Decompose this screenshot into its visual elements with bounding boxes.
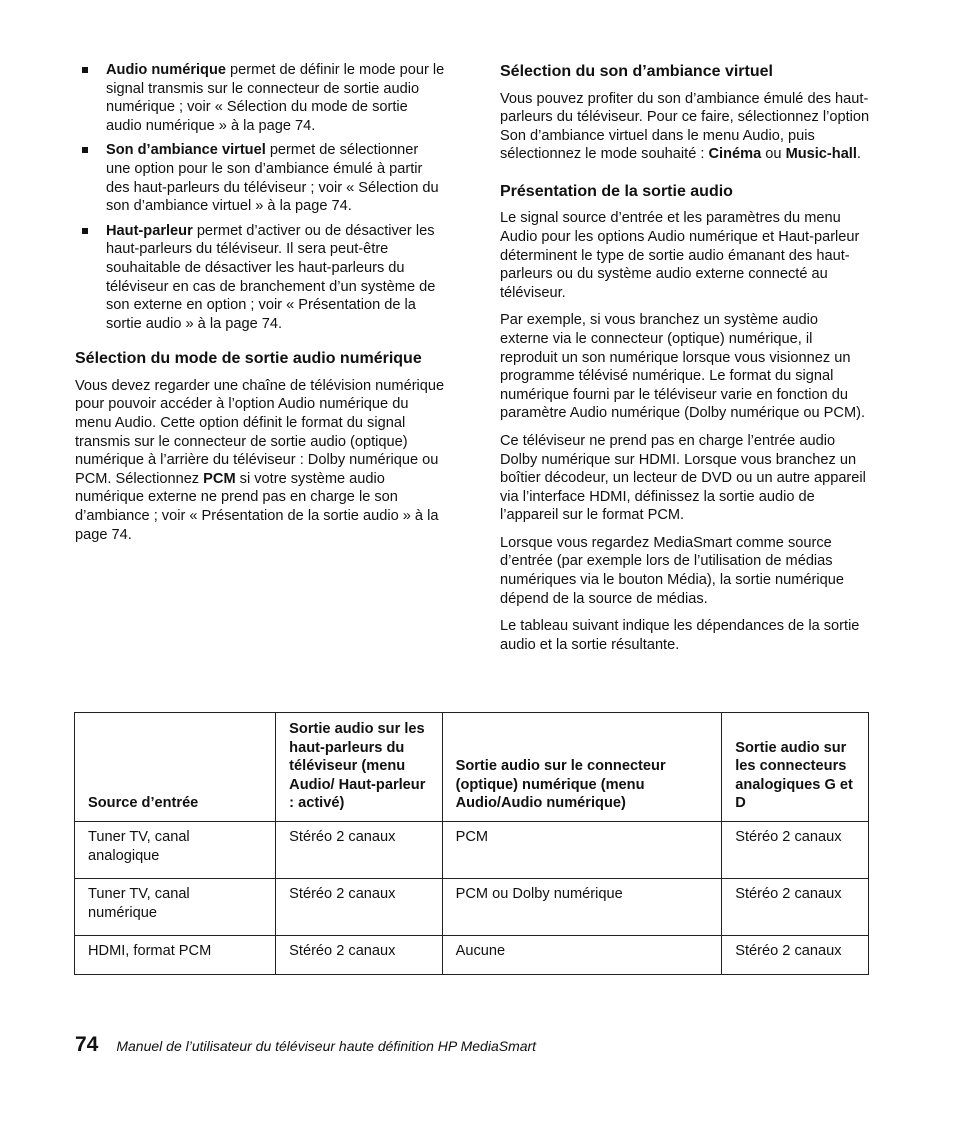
manual-title: Manuel de l’utilisateur du téléviseur haute définition HP MediaSmart (116, 1038, 537, 1054)
option-name: Audio numérique (106, 62, 226, 78)
table-cell: Stéréo 2 canaux (722, 879, 869, 936)
body-paragraph: Ce téléviseur ne prend pas en charge l’entrée audio Dolby numérique sur HDMI. Lorsque vous branchez un boîtier décodeur, un lecteur de DVD ou un autre appareil via l’interface HDMI, définissez la sortie audio de l’appareil sur le format PCM. (500, 432, 866, 524)
table-cell: HDMI, format PCM (75, 936, 276, 975)
paragraph-text: si votre système audio numérique externe ne prend pas en charge le son d’ambiance ; voir « Présentation de la sortie audio » à la page 74. (75, 470, 439, 543)
paragraph-text: ou (761, 146, 786, 163)
bullet-square-icon (82, 147, 88, 153)
bullet-square-icon (82, 228, 88, 234)
table-cell: PCM ou Dolby numérique (442, 879, 722, 936)
table-cell: Stéréo 2 canaux (276, 879, 442, 936)
table-cell: Tuner TV, canal analogique (75, 821, 276, 878)
paragraph-text: Vous pouvez profiter du son d’ambiance émulé des haut-parleurs du téléviseur. Pour ce faire, sélectionnez l’option Son d’ambiance virtuel dans le menu Audio, puis sélectionnez le mode souhaité : (500, 90, 870, 163)
section-heading: Présentation de la sortie audio (500, 182, 733, 200)
option-name: Son d’ambiance virtuel (106, 142, 266, 159)
right-column (500, 62, 870, 663)
page-footer (75, 1033, 536, 1057)
body-paragraph: Par exemple, si vous branchez un système audio externe via le connecteur (optique) numérique, il reproduit un son numérique lorsque vous visionnez un programme télévisé numérique. Le format du signal numérique fourni par le téléviseur varie en fonction du paramètre Audio numérique (Dolby numérique ou PCM). (500, 312, 866, 422)
table-row (75, 936, 869, 975)
table-cell: Stéréo 2 canaux (276, 936, 442, 975)
column-header: Source d’entrée (75, 713, 276, 822)
option-name: Haut-parleur (106, 222, 193, 239)
section-heading: Sélection du mode de sortie audio numérique (75, 350, 422, 368)
menu-options-list (75, 61, 445, 333)
bullet-square-icon (82, 67, 88, 73)
emphasis-text: PCM (203, 470, 236, 487)
emphasis-text: Music-hall (785, 146, 857, 163)
list-item (75, 222, 445, 334)
table-cell: Stéréo 2 canaux (722, 821, 869, 878)
column-header: Sortie audio sur les haut-parleurs du téléviseur (menu Audio/ Haut-parleur : activé) (276, 713, 442, 822)
list-item (75, 61, 445, 135)
table-header-row (75, 713, 869, 822)
table-row (75, 879, 869, 936)
table-cell: Tuner TV, canal numérique (75, 879, 276, 936)
body-paragraph: Le tableau suivant indique les dépendances de la sortie audio et la sortie résultante. (500, 618, 860, 653)
audio-output-table (74, 712, 869, 975)
table-cell: Stéréo 2 canaux (276, 821, 442, 878)
body-paragraph: Le signal source d’entrée et les paramètres du menu Audio pour les options Audio numérique et Haut-parleur déterminent le type de sortie audio émanant des haut-parleurs ou du système audio externe connecté au téléviseur. (500, 210, 860, 301)
option-description: permet de définir le mode pour le signal transmis sur le connecteur de sortie audio numérique ; voir « Sélection du mode de sortie audio numérique » à la page 74. (106, 62, 445, 134)
table-row (75, 821, 869, 878)
paragraph-text: Vous devez regarder une chaîne de télévision numérique pour pouvoir accéder à l’option Audio numérique du menu Audio. Cette option définit le format du signal transmis sur le connecteur de sortie audio (optique) numérique à l’arrière du téléviseur : Dolby numérique ou PCM. Sélectionnez (75, 377, 445, 487)
body-paragraph (500, 90, 870, 164)
column-header: Sortie audio sur les connecteurs analogiques G et D (722, 713, 869, 822)
page-number: 74 (75, 1033, 99, 1056)
option-description: permet de sélectionner une option pour le son d’ambiance émulé à partir des haut-parleurs du téléviseur ; voir « Sélection du son d’ambiance virtuel » à la page 74. (106, 142, 439, 215)
left-column (75, 61, 445, 553)
body-paragraph (75, 377, 445, 544)
list-item (75, 141, 445, 215)
option-description: permet d’activer ou de désactiver les haut-parleurs du téléviseur. Il sera peut-être souhaitable de désactiver les haut-parleurs du téléviseur en cas de branchement d’un système de son externe en option ; voir « Présentation de la sortie audio » à la page 74. (106, 222, 436, 332)
table-cell: Aucune (442, 936, 722, 975)
table-cell: Stéréo 2 canaux (722, 936, 869, 975)
column-header: Sortie audio sur le connecteur (optique) numérique (menu Audio/Audio numérique) (442, 713, 722, 822)
emphasis-text: Cinéma (708, 146, 762, 163)
table-cell: PCM (442, 821, 722, 878)
section-heading: Sélection du son d’ambiance virtuel (500, 63, 773, 80)
paragraph-text: . (856, 146, 861, 163)
body-paragraph: Lorsque vous regardez MediaSmart comme source d’entrée (par exemple lors de l’utilisation de médias numériques via le bouton Média), la sortie numérique dépend de la source de médias. (500, 534, 844, 607)
